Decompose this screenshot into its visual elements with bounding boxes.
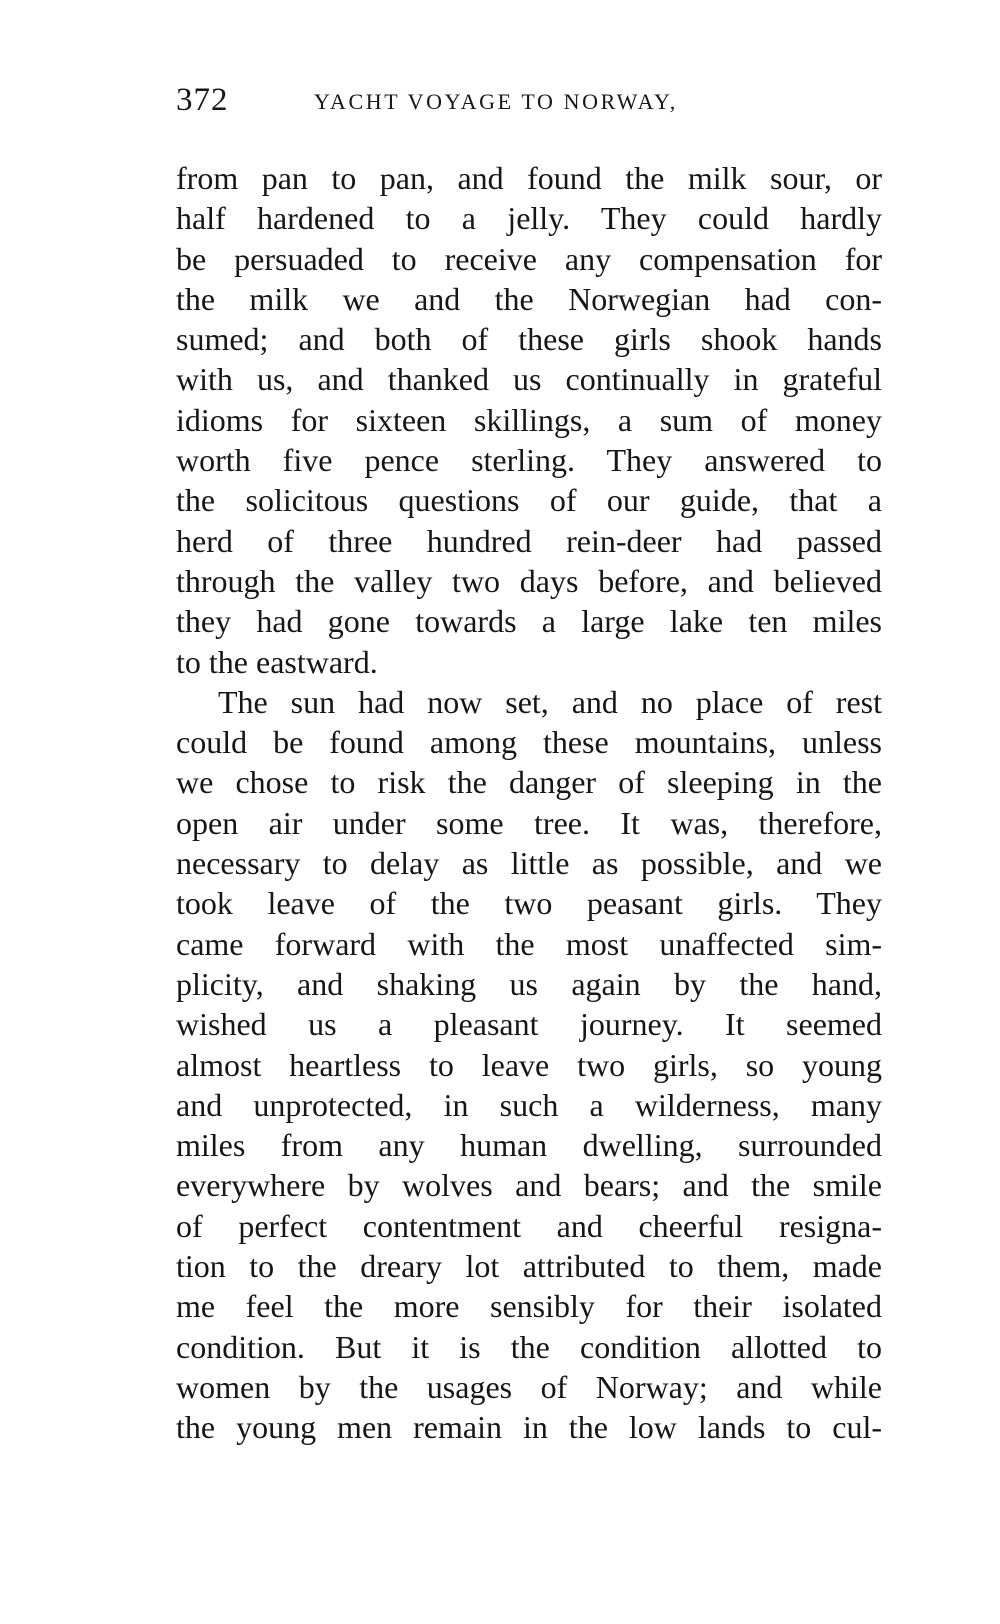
text-line: worth five pence sterling. They answered to bbox=[176, 442, 882, 479]
text-line: everywhere by wolves and bears; and the smile bbox=[176, 1167, 882, 1204]
text-line: condition. But it is the condition allotted to bbox=[176, 1328, 882, 1365]
text-line: the solicitous questions of our guide, that a bbox=[176, 482, 882, 519]
paragraph-1 bbox=[176, 158, 882, 682]
text-line: the milk we and the Norwegian had con- bbox=[176, 280, 882, 317]
text-line: herd of three hundred rein-deer had passed bbox=[176, 522, 882, 559]
text-line: we chose to risk the danger of sleeping in the bbox=[176, 764, 882, 801]
text-line: open air under some tree. It was, therefore, bbox=[176, 804, 882, 841]
paragraph-2 bbox=[176, 682, 882, 1448]
text-line: idioms for sixteen skillings, a sum of money bbox=[176, 401, 882, 438]
text-line: with us, and thanked us continually in grateful bbox=[176, 361, 882, 398]
running-title: YACHT VOYAGE TO NORWAY, bbox=[314, 89, 678, 114]
text-line: could be found among these mountains, unless bbox=[176, 724, 882, 761]
text-line: be persuaded to receive any compensation for bbox=[176, 240, 882, 277]
text-line: took leave of the two peasant girls. They bbox=[176, 885, 882, 922]
running-head bbox=[176, 78, 876, 122]
text-line: wished us a pleasant journey. It seemed bbox=[176, 1006, 882, 1043]
text-line: to the eastward. bbox=[176, 643, 378, 680]
text-line: almost heartless to leave two girls, so young bbox=[176, 1046, 882, 1083]
text-line: and unprotected, in such a wilderness, many bbox=[176, 1086, 882, 1123]
text-line: sumed; and both of these girls shook hands bbox=[176, 321, 882, 358]
text-line: through the valley two days before, and believed bbox=[176, 562, 882, 599]
text-line: half hardened to a jelly. They could hardly bbox=[176, 200, 882, 237]
page-number: 372 bbox=[176, 82, 229, 118]
text-line: miles from any human dwelling, surrounded bbox=[176, 1127, 882, 1164]
text-line: from pan to pan, and found the milk sour, or bbox=[176, 160, 882, 196]
text-line: necessary to delay as little as possible, and we bbox=[176, 845, 882, 882]
text-line: plicity, and shaking us again by the hand, bbox=[176, 965, 882, 1002]
text-line: of perfect contentment and cheerful resigna- bbox=[176, 1207, 882, 1244]
text-line: women by the usages of Norway; and while bbox=[176, 1368, 882, 1405]
text-line: tion to the dreary lot attributed to them, made bbox=[176, 1248, 882, 1285]
text-line: me feel the more sensibly for their isolated bbox=[176, 1288, 882, 1325]
body-text bbox=[176, 158, 882, 1448]
text-line: The sun had now set, and no place of rest bbox=[218, 683, 882, 720]
text-line: the young men remain in the low lands to cul- bbox=[176, 1409, 882, 1446]
text-line: they had gone towards a large lake ten miles bbox=[176, 603, 882, 640]
text-line: came forward with the most unaffected sim- bbox=[176, 925, 882, 962]
